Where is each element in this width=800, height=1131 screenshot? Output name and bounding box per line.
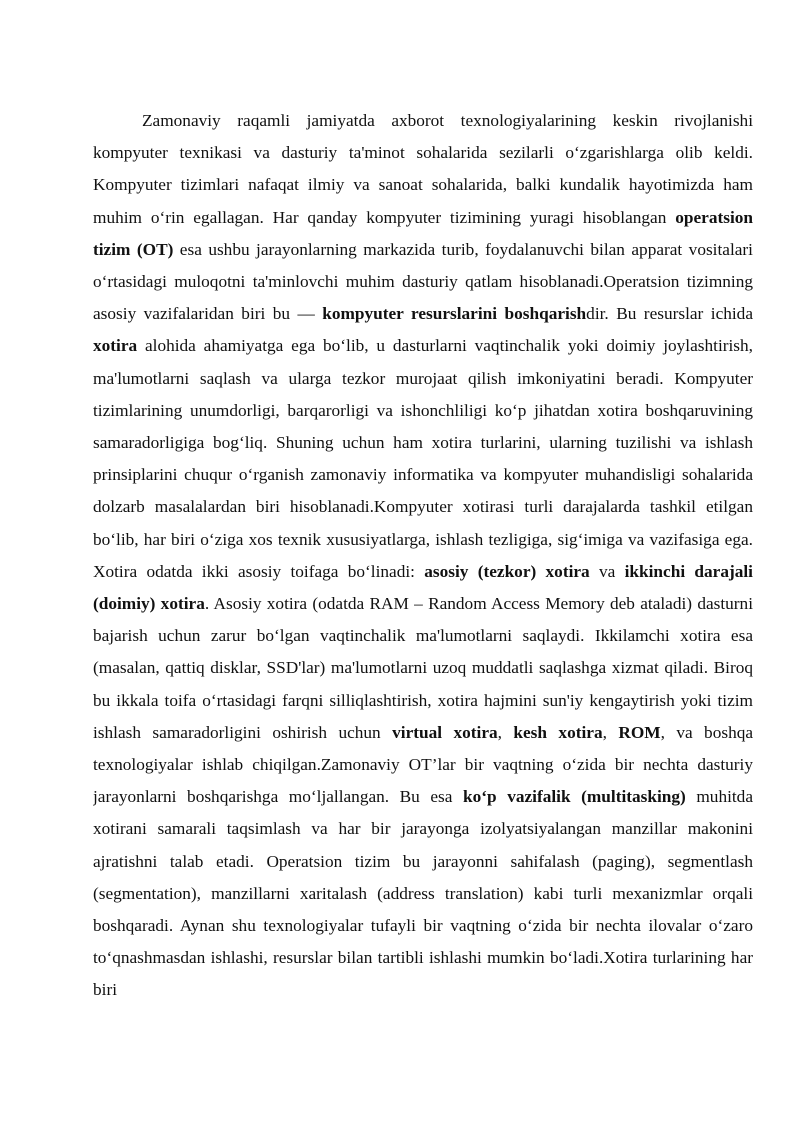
text-run: . Asosiy xotira (odatda RAM – Random Access Memory deb ataladi) dasturni bajarish uchun zarur bo‘lgan vaqtinchalik ma'lumotlarni saqlaydi. Ikkilamchi xotira esa (masalan, qattiq disklar, SSD'lar) ma'lumotlarni uzoq muddatli saqlashga xizmat qiladi. Biroq bu ikkala toifa o‘rtasidagi farqni silliqlashtirish, xotira hajmini sun'iy kengaytirish yoki tizim ishlash samaradorligini oshirish uchun (93, 594, 753, 742)
bold-term: ikkinchi darajali (doimiy) xotira (93, 561, 753, 614)
document-page (93, 105, 753, 1105)
text-run: Zamonaviy raqamli jamiyatda axborot texnologiyalarining keskin rivojlanishi kompyuter texnikasi va dasturiy ta'minot sohalarida sezilarli o‘zgarishlarga olib keldi. Kompyuter tizimlari nafaqat ilmiy va sanoat sohalarida, balki kundalik hayotimizda ham muhim o‘rin egallagan. Har qanday kompyuter tizimining yuragi hisoblangan (93, 111, 753, 227)
bold-term: kesh xotira (513, 722, 603, 742)
text-run: esa ushbu jarayonlarning markazida turib, foydalanuvchi bilan apparat vositalari o‘rtasidagi muloqotni ta'minlovchi muhim dasturiy qatlam hisoblanadi.Operatsion tizimning asosiy vazifalaridan biri bu — (93, 239, 753, 324)
text-run: , va boshqa texnologiyalar ishlab chiqilgan.Zamonaviy OT’lar bir vaqtning o‘zida bir nechta dasturiy jarayonlarni boshqarishga mo‘ljallangan. Bu esa (93, 722, 753, 807)
bold-term: ko‘p vazifalik (multitasking) (463, 787, 686, 807)
bold-term: asosiy (tezkor) xotira (424, 561, 590, 581)
bold-term: ROM (618, 722, 661, 742)
bold-term: virtual xotira (392, 722, 498, 742)
bold-term: operatsion tizim (OT) (93, 207, 753, 259)
text-run: dir. Bu resurslar ichida (586, 304, 753, 324)
body-paragraph (93, 105, 753, 1007)
bold-term: kompyuter resurslarini boshqarish (322, 304, 587, 324)
text-run: muhitda xotirani samarali taqsimlash va har bir jarayonga izolyatsiyalangan manzillar makonini ajratishni talab etadi. Operatsion tizim bu jarayonni sahifalash (paging), segmentlash (segmentation), manzillarni xaritalash (address translation) kabi turli mexanizmlar orqali boshqaradi. Aynan shu texnologiyalar tufayli bir vaqtning o‘zida bir nechta ilovalar o‘zaro to‘qnashmasdan ishlashi, resurslar bilan tartibli ishlashi mumkin bo‘ladi.Xotira turlarining har biri (93, 787, 753, 1000)
text-run: , (497, 722, 514, 742)
text-run: va (589, 561, 625, 581)
text-run: , (602, 722, 619, 742)
text-run: alohida ahamiyatga ega bo‘lib, u dasturlarni vaqtinchalik yoki doimiy joylashtirish, ma'lumotlarni saqlash va ularga tezkor murojaat qilish imkoniyatini beradi. Kompyuter tizimlarining unumdorligi, barqarorligi va ishonchliligi ko‘p jihatdan xotira boshqaruvining samaradorligiga bog‘liq. Shuning uchun ham xotira turlarini, ularning tuzilishi va ishlash prinsiplarini chuqur o‘rganish zamonaviy informatika va kompyuter muhandisligi sohalarida dolzarb masalalardan biri hisoblanadi.Kompyuter xotirasi turli darajalarda tashkil etilgan bo‘lib, har biri o‘ziga xos texnik xususiyatlarga, ishlash tezligiga, sig‘imiga va vazifasiga ega. Xotira odatda ikki asosiy toifaga bo‘linadi: (93, 336, 753, 581)
bold-term: xotira (93, 336, 138, 356)
